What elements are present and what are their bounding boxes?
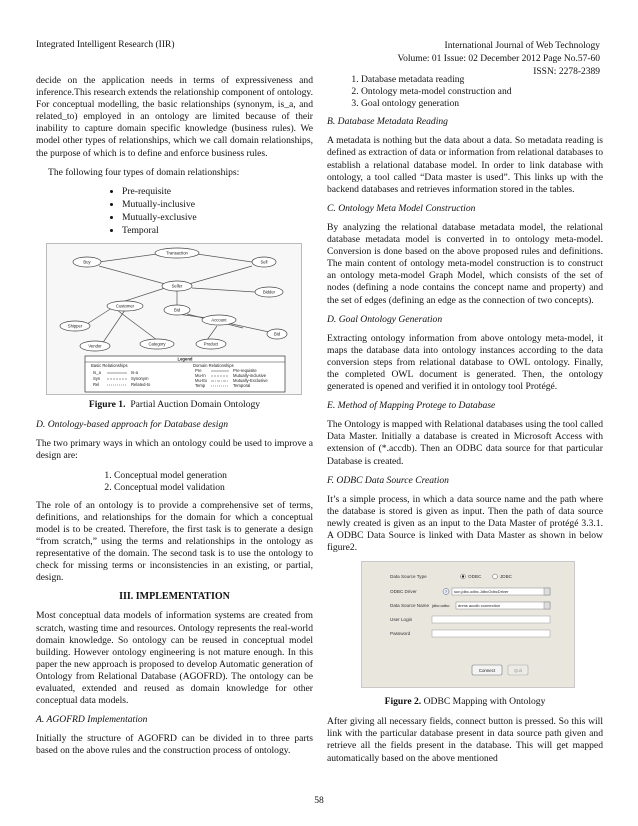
data-source-type-label: Data Source Type [390,574,427,580]
legend-desc: Related-to [131,382,151,388]
legend-desc: Synonym [131,376,149,382]
list-item: • Pre-requisite [122,186,313,198]
figure-2-caption [327,696,603,708]
node-label: Account [211,317,227,323]
password-label: Password [390,631,411,637]
list-item: 2. Ontology meta-model construction and [361,86,603,98]
paragraph: After giving all necessary fields, connect button is pressed. So this will link with the particular database present in data source path given and retrieve all the fields present in the database. This will get mapped automatically based on the above mentioned [327,716,603,764]
paragraph: Initially the structure of AGOFRD can be divided in to three parts based on the above rules and the construction process of ontology. [36,733,313,757]
figure-2-odbc-dialog [361,561,575,688]
legend-desc: Temporal [233,383,251,389]
list-item: 3. Goal ontology generation [361,98,603,110]
node-label: Seller [171,283,183,289]
legend-abbr: Is_a [93,370,101,376]
figure-1-caption [36,399,313,411]
ontology-diagram-svg [47,244,301,394]
legend-title: Legend [177,356,193,362]
list-item: • Mutually-inclusive [122,199,313,211]
right-column [327,75,603,772]
jdbc-option-label: JDBC [500,574,512,580]
user-login-label: User Login [390,617,413,623]
paragraph: Most conceptual data models of information systems are created from scratch, wasting time and resources. Ontology represents the real-world domain knowledge. So ontology can be reused in conceptual model building. However ontology engineering is not mature enough. In this paper the new approach is proposed to develop Automatic generation of Ontology from Relational Database (AGOFRD). The ontology can be evaluated, extended and reused as domain knowledge for other conceptual data models. [36,610,313,707]
legend-abbr: Syn [93,376,101,382]
node-label: Buy [83,259,91,265]
node-label: Shipper [67,323,83,329]
quit-label: Quit [513,667,523,673]
list-item: 1. Conceptual model generation [114,470,313,482]
section-heading: F. ODBC Data Source Creation [327,474,449,486]
caption-text: ODBC Mapping with Ontology [423,696,546,708]
caption-text: Partial Auction Domain Ontology [130,399,261,411]
journal-title: International Journal of Web Technology [444,41,600,51]
issn: ISSN: 2278-2389 [533,67,600,77]
chevron-down-icon[interactable] [544,588,550,595]
paragraph: By analyzing the relational database metadata model, the relational database metadata model is converted in to ontology meta-model. Conversion is done based on the above proposed rules and definitions. The main content of ontology meta-model construction is to construct an ontology meta-model Graph Model, which consists of the set of nodes (defining a node contains the concept name and property) and the set of edges (defining an edge as the connection of two concepts). [327,221,603,306]
legend-domain-title: Domain Relationships [193,363,234,369]
caption-label: Figure 2. [384,696,422,708]
list-item: 2. Conceptual model validation [114,482,313,494]
paragraph: A metadata is nothing but the data about a data. So metadata reading is defined as extraction of data or information from relational databases to establish a relational database model. In order to link database with ontology, a tool called “Data master is used”. This links up with the backend databases and retrieves information stored in the tables. [327,135,603,195]
legend-basic-title: Basic Relationships [91,363,128,369]
node-label: Sell [260,259,268,265]
section-heading: C. Ontology Meta Model Construction [327,202,476,214]
legend-abbr: Pre [195,368,202,374]
ways-list [36,470,313,494]
paragraph: It’s a simple process, in which a data source name and the path where the database is stored is given as input. Then the path of data source newly created is given as an input to the Data Master of protégé 3.3.1. A ODBC Data Source is linked with Data Master as shown in below figure2. [327,493,603,554]
journal-name-left: Integrated Intelligent Research (IIR) [36,40,175,50]
data-source-name-value: dnms accdb connection [458,603,501,609]
odbc-dialog-svg [362,562,574,687]
node-label: Transaction [166,250,188,256]
legend-desc: Mutually-inclusive [233,373,267,379]
section-heading: B. Database Metadata Reading [327,116,448,128]
legend-abbr: Temp [195,383,206,389]
node-label: Bid [173,307,181,313]
paragraph: decide on the application needs in terms of expressiveness and inference.This research extends the relationship component of ontology. For conceptual modelling, the basic relationships (synonym, is_a, and related_to) employed in an ontology are limited because of their inability to capture domain specific knowledge (business rules). We model other types of relationships, which we call domain relationships, the purpose of which is to define and enforce business rules. [36,75,313,159]
volume-info: Volume: 01 Issue: 02 December 2012 Page No.57-60 [397,54,600,64]
connect-label: Connect [478,667,496,673]
password-input[interactable] [432,630,550,637]
section-heading: E. Method of Mapping Protege to Database [327,400,496,412]
section-heading: A. AGOFRD Implementation [36,714,148,726]
page-number: 58 [314,795,324,806]
node-label: Customer [115,303,135,309]
node-label: Category [148,341,166,347]
user-login-input[interactable] [432,616,550,623]
caption-label: Figure 1. [88,399,126,411]
section-heading: III. IMPLEMENTATION [119,591,230,603]
list-item: • Mutually-exclusive [122,212,313,224]
svg-text:?: ? [444,589,448,595]
list-item: • Temporal [122,225,313,237]
agofrd-parts-list [327,74,603,110]
node-label: Vendor [88,343,102,349]
jdbc-radio[interactable] [493,574,498,579]
odbc-option-label: ODBC [468,574,482,580]
paragraph: Extracting ontology information from above ontology meta-model, it maps the database data into ontology instances according to the data conversion steps from relational database to OWL ontology. Finally, the completed OWL document is generated. Then, the ontology generated is opened and verified it in ontology tool Protégé. [327,332,603,393]
legend-desc: Mutually-Exclusive [233,378,268,384]
relationship-list [36,186,313,237]
chevron-down-icon[interactable] [544,602,550,609]
node-label: Bidder [262,289,276,295]
left-column [36,75,313,764]
jdbc-prefix: jdbc:odbc: [432,603,451,609]
paragraph: The following four types of domain relationships: [48,166,240,178]
list-item: 1. Database metadata reading [361,74,603,86]
paragraph: The Ontology is mapped with Relational databases using the tool called Data Master. Initially a database is created in Microsoft Access with extension of (*.accdb). Then an ODBC data source for that particular Database is created. [327,419,603,467]
data-source-name-label: Data Source Name [390,603,430,609]
paragraph: The role of an ontology is to provide a comprehensive set of terms, definitions, and relationships for the domain for which a conceptual model is to be created. Therefore, the first task is to generate a design “from scratch,” using the terms and relationships in the ontology as representative of the domain. The second task is to use the ontology to check for missing terms or inconsistencies in an existing, or partial, design. [36,499,313,584]
node-label: Bid [273,331,281,337]
legend-abbr: Rel [93,382,100,388]
figure-1-ontology-diagram [46,243,302,395]
legend-abbr: Mu-In [195,373,206,379]
paragraph: The two primary ways in which an ontology could be used to improve a design are: [36,438,313,462]
legend-abbr: Mu-Ex [195,378,208,384]
section-heading: D. Goal Ontology Generation [327,313,443,325]
odbc-driver-label: ODBC Driver [390,589,417,595]
node-label: Product [203,341,219,347]
legend-desc: Is-a [131,370,138,376]
section-heading: D. Ontology-based approach for Database design [36,419,229,431]
odbc-driver-value: sun.jdbc.odbc.JdbcOdbcDriver [454,589,509,595]
legend-desc: Pre-requisite [233,368,257,374]
